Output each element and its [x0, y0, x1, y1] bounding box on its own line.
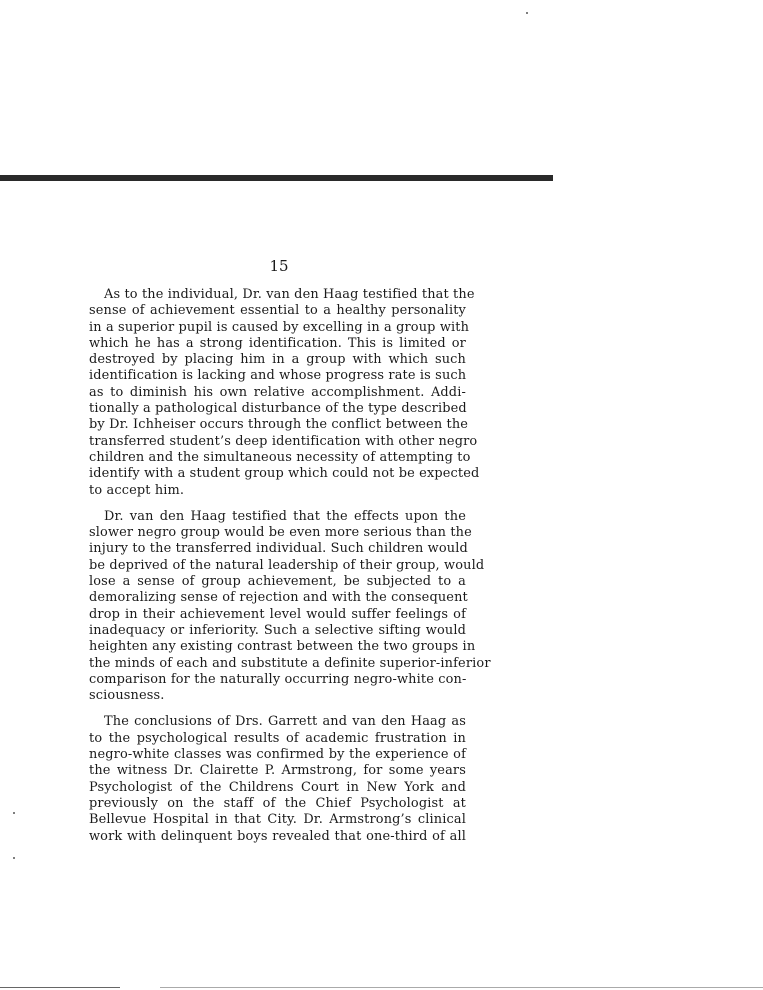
- text-line: as to diminish his own relative accomplishment. Addi-: [89, 384, 466, 400]
- text-line: slower negro group would be even more serious than the: [89, 525, 472, 541]
- text-line: Bellevue Hospital in that City. Dr. Armstrong’s clinical: [89, 812, 466, 828]
- page-number: 15: [269, 257, 289, 275]
- text-line: work with delinquent boys revealed that one-third of all: [89, 828, 466, 844]
- text-line: the witness Dr. Clairette P. Armstrong, for some years: [89, 763, 466, 779]
- text-line: identification is lacking and whose progress rate is such: [89, 368, 467, 384]
- text-line: in a superior pupil is caused by excelling in a group with: [89, 319, 470, 335]
- text-line: As to the individual, Dr. van den Haag testified that the: [104, 287, 475, 302]
- paragraph-3: [89, 714, 466, 844]
- body-text: [89, 287, 491, 855]
- scan-artifact-line: [0, 987, 120, 988]
- text-line: negro-white classes was confirmed by the experience of: [89, 747, 466, 763]
- text-line: drop in their achievement level would suffer feelings of: [89, 606, 466, 622]
- text-line: Dr. van den Haag testified that the effects upon the: [104, 508, 466, 524]
- scan-speck: [526, 12, 528, 14]
- text-line: the minds of each and substitute a definite superior-inferior: [89, 655, 491, 671]
- text-line: sciousness.: [89, 688, 165, 704]
- paragraph-1: [89, 287, 480, 499]
- paragraph-2: [89, 508, 491, 705]
- text-line: sense of achievement essential to a healthy personality: [89, 303, 466, 319]
- text-line: transferred student’s deep identification with other negro: [89, 433, 478, 449]
- text-line: which he has a strong identification. This is limited or: [89, 335, 466, 351]
- text-line: comparison for the naturally occurring negro-white con-: [89, 671, 467, 687]
- text-line: tionally a pathological disturbance of the type described: [89, 401, 467, 417]
- text-line: heighten any existing contrast between the two groups in: [89, 639, 476, 655]
- scan-speck: [13, 812, 15, 814]
- text-line: inadequacy or inferiority. Such a selective sifting would: [89, 622, 466, 638]
- text-line: be deprived of the natural leadership of their group, would: [89, 557, 485, 573]
- scan-artifact-line: [160, 987, 763, 988]
- text-line: The conclusions of Drs. Garrett and van den Haag as: [104, 714, 466, 730]
- text-line: demoralizing sense of rejection and with the consequent: [89, 590, 468, 606]
- top-horizontal-rule: [0, 175, 553, 181]
- text-line: lose a sense of group achievement, be subjected to a: [89, 574, 466, 590]
- text-line: to accept him.: [89, 482, 185, 498]
- text-line: by Dr. Ichheiser occurs through the conflict between the: [89, 417, 469, 433]
- text-line: previously on the staff of the Chief Psychologist at: [89, 795, 466, 811]
- text-line: injury to the transferred individual. Such children would: [89, 541, 468, 557]
- text-line: children and the simultaneous necessity of attempting to: [89, 449, 471, 465]
- text-line: Psychologist of the Childrens Court in New York and: [89, 779, 466, 795]
- text-line: destroyed by placing him in a group with which such: [89, 352, 466, 368]
- text-line: identify with a student group which could not be expected: [89, 466, 480, 482]
- text-line: to the psychological results of academic frustration in: [89, 730, 466, 746]
- scan-speck: [13, 857, 15, 859]
